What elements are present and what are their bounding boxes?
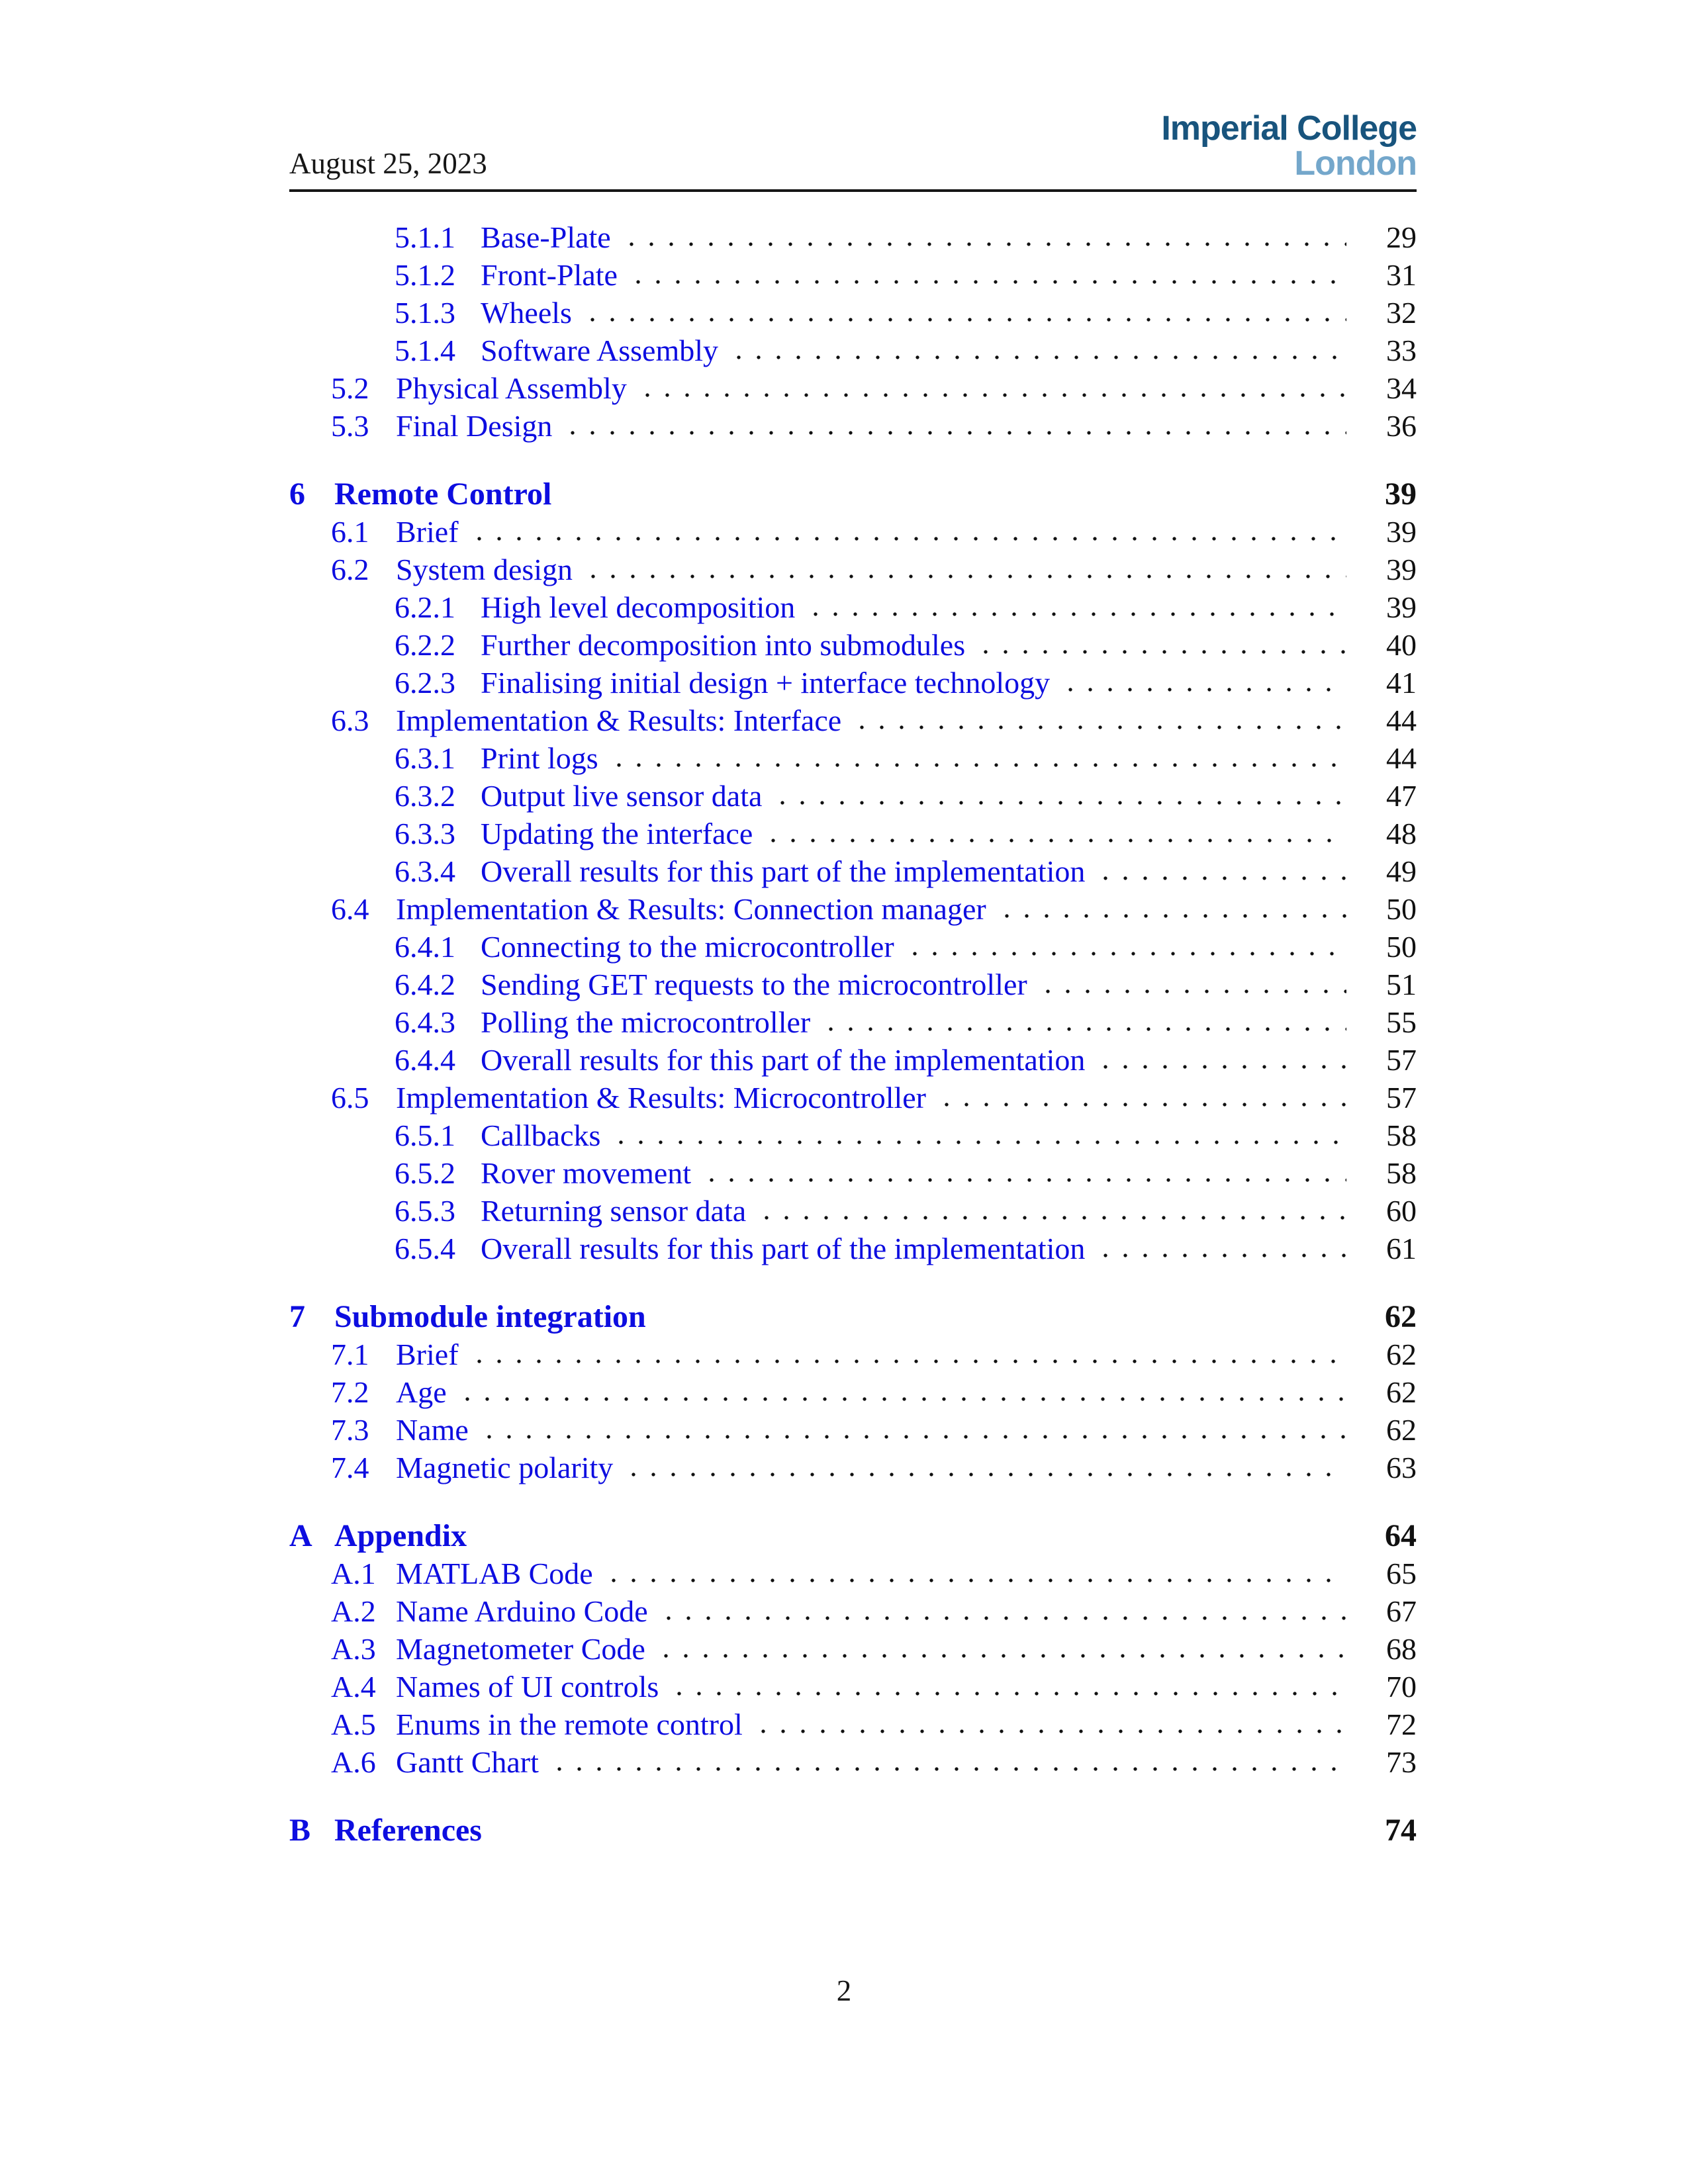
toc-entry-title: Name Arduino Code: [396, 1594, 648, 1628]
toc-entry-page: 47: [1386, 779, 1417, 813]
toc-entry-title: Connecting to the microcontroller: [481, 930, 894, 964]
dot-leader: [618, 218, 1346, 256]
imperial-college-logo: [1161, 111, 1417, 181]
toc-entry-a[interactable]: [289, 1517, 1417, 1555]
toc-entry-number: 6.2: [331, 553, 369, 586]
toc-entry-6-4-1[interactable]: [289, 928, 1417, 966]
toc-entry-title: Physical Assembly: [396, 371, 627, 405]
toc-entry-title: High level decomposition: [481, 590, 796, 624]
toc-entry-title: Magnetic polarity: [396, 1451, 614, 1484]
dot-leader: [579, 294, 1346, 332]
toc-entry-title: Enums in the remote control: [396, 1707, 743, 1741]
toc-entry-number: 5.1.3: [395, 296, 455, 330]
toc-entry-page: 39: [1386, 515, 1417, 549]
toc-entry-a-5[interactable]: [289, 1706, 1417, 1743]
dot-leader: [759, 815, 1346, 852]
toc-entry-page: 49: [1386, 854, 1417, 888]
toc-entry-number: 6.1: [331, 515, 369, 549]
toc-entry-number: A.1: [331, 1557, 376, 1590]
toc-entry-title: Wheels: [481, 296, 572, 330]
toc-entry-number: 6.2.3: [395, 666, 455, 700]
dot-leader: [933, 1079, 1346, 1116]
dot-leader: [972, 626, 1346, 664]
toc-entry-b[interactable]: [289, 1811, 1417, 1849]
toc-entry-page: 70: [1386, 1670, 1417, 1704]
page-content: [289, 111, 1417, 1849]
toc-entry-title: Finalising initial design + interface technology: [481, 666, 1051, 700]
toc-entry-page: 61: [1386, 1232, 1417, 1265]
dot-leader: [802, 588, 1346, 626]
toc-entry-6-4-2[interactable]: [289, 966, 1417, 1003]
toc-entry-number: 6.3.4: [395, 854, 455, 888]
toc-entry-number: A.2: [331, 1594, 376, 1628]
toc-entry-page: 36: [1386, 409, 1417, 443]
toc-entry-title: Final Design: [396, 409, 553, 443]
toc-entry-title: Age: [396, 1375, 447, 1409]
toc-entry-page: 62: [1385, 1299, 1417, 1334]
toc-entry-title: Names of UI controls: [396, 1670, 659, 1704]
dot-leader: [633, 369, 1346, 407]
toc-entry-title: Sending GET requests to the microcontroller: [481, 968, 1027, 1001]
toc-entry-6-5-2[interactable]: [289, 1154, 1417, 1192]
toc-entry-number: 6.5.3: [395, 1194, 455, 1228]
toc-entry-number: 6.5.2: [395, 1156, 455, 1190]
toc-entry-6-4-4[interactable]: [289, 1041, 1417, 1079]
toc-entry-page: 41: [1386, 666, 1417, 700]
dot-leader: [901, 928, 1346, 966]
toc-entry-number: 6.3: [331, 704, 369, 737]
toc-entry-6-5-4[interactable]: [289, 1230, 1417, 1267]
toc-entry-number: 7.4: [331, 1451, 369, 1484]
toc-entry-title: Output live sensor data: [481, 779, 763, 813]
toc-entry-number: 6: [289, 477, 305, 512]
toc-entry-page: 68: [1386, 1632, 1417, 1666]
dot-leader: [769, 777, 1346, 815]
toc-entry-page: 44: [1386, 704, 1417, 737]
toc-entry-6-5-3[interactable]: [289, 1192, 1417, 1230]
toc-entry-a-1[interactable]: [289, 1555, 1417, 1592]
toc-entry-page: 72: [1386, 1707, 1417, 1741]
toc-entry-number: 6.5.4: [395, 1232, 455, 1265]
dot-leader: [655, 1592, 1346, 1630]
dot-leader: [605, 739, 1346, 777]
toc-entry-page: 65: [1386, 1557, 1417, 1590]
toc-entry-title: Implementation & Results: Connection manager: [396, 892, 986, 926]
toc-entry-number: 6.4: [331, 892, 369, 926]
dot-leader: [600, 1555, 1346, 1592]
toc-entry-6-5[interactable]: [289, 1079, 1417, 1116]
toc-entry-title: Polling the microcontroller: [481, 1005, 811, 1039]
toc-entry-title: MATLAB Code: [396, 1557, 593, 1590]
toc-entry-5-1-4[interactable]: [289, 332, 1417, 369]
toc-entry-7-4[interactable]: [289, 1449, 1417, 1486]
dot-leader: [1092, 1041, 1346, 1079]
toc-entry-number: 5.3: [331, 409, 369, 443]
dot-leader: [545, 1743, 1346, 1781]
toc-entry-number: A: [289, 1518, 312, 1553]
dot-leader: [624, 256, 1346, 294]
toc-entry-number: 6.4.2: [395, 968, 455, 1001]
toc-entry-page: 48: [1386, 817, 1417, 850]
toc-entry-page: 29: [1386, 220, 1417, 254]
toc-entry-number: 5.1.4: [395, 334, 455, 367]
toc-entry-6-3-4[interactable]: [289, 852, 1417, 890]
dot-leader: [607, 1116, 1346, 1154]
toc-entry-6[interactable]: [289, 475, 1417, 513]
toc-entry-5-1-3[interactable]: [289, 294, 1417, 332]
toc-entry-page: 34: [1386, 371, 1417, 405]
toc-entry-6-2[interactable]: [289, 551, 1417, 588]
toc-entry-7-3[interactable]: [289, 1411, 1417, 1449]
toc-entry-title: Print logs: [481, 741, 598, 775]
toc-entry-title: Brief: [396, 1338, 459, 1371]
dot-leader: [1056, 664, 1346, 702]
toc-entry-title: Software Assembly: [481, 334, 719, 367]
header-date: August 25, 2023: [289, 147, 487, 180]
toc-entry-title: Brief: [396, 515, 459, 549]
toc-entry-page: 63: [1386, 1451, 1417, 1484]
toc-entry-page: 31: [1386, 258, 1417, 292]
toc-entry-number: 7.1: [331, 1338, 369, 1371]
dot-leader: [559, 407, 1346, 445]
toc-entry-6-5-1[interactable]: [289, 1116, 1417, 1154]
toc-entry-page: 33: [1386, 334, 1417, 367]
toc-entry-6-1[interactable]: [289, 513, 1417, 551]
toc-entry-a-3[interactable]: [289, 1630, 1417, 1668]
toc-entry-title: Implementation & Results: Interface: [396, 704, 842, 737]
toc-entry-5-1-2[interactable]: [289, 256, 1417, 294]
dot-leader: [698, 1154, 1346, 1192]
toc-entry-a-6[interactable]: [289, 1743, 1417, 1781]
toc-entry-number: 6.4.1: [395, 930, 455, 964]
dot-leader: [848, 702, 1346, 739]
toc-entry-title: Gantt Chart: [396, 1745, 539, 1779]
toc-entry-number: 6.2.1: [395, 590, 455, 624]
toc-entry-title: Overall results for this part of the implementation: [481, 1232, 1086, 1265]
toc-entry-page: 50: [1386, 892, 1417, 926]
dot-leader: [652, 1630, 1346, 1668]
dot-leader: [749, 1706, 1346, 1743]
toc-entry-number: 6.5: [331, 1081, 369, 1115]
logo-line-london: London: [1294, 144, 1417, 183]
toc-entry-title: Overall results for this part of the implementation: [481, 854, 1086, 888]
toc-entry-title: Submodule integration: [334, 1299, 646, 1334]
toc-entry-number: 6.4.3: [395, 1005, 455, 1039]
toc-entry-number: A.5: [331, 1707, 376, 1741]
toc-entry-number: 7.3: [331, 1413, 369, 1447]
toc-entry-page: 51: [1386, 968, 1417, 1001]
toc-entry-title: Magnetometer Code: [396, 1632, 645, 1666]
toc-entry-title: Updating the interface: [481, 817, 753, 850]
toc-entry-title: Front-Plate: [481, 258, 618, 292]
toc-entry-page: 62: [1386, 1338, 1417, 1371]
toc-entry-number: 5.2: [331, 371, 369, 405]
toc-entry-number: 6.5.1: [395, 1118, 455, 1152]
dot-leader: [465, 513, 1346, 551]
toc-entry-7-1[interactable]: [289, 1336, 1417, 1373]
toc-entry-number: 6.4.4: [395, 1043, 455, 1077]
toc-entry-a-4[interactable]: [289, 1668, 1417, 1706]
dot-leader: [620, 1449, 1346, 1486]
toc-entry-6-2-2[interactable]: [289, 626, 1417, 664]
toc-entry-number: 6.3.2: [395, 779, 455, 813]
toc-entry-page: 39: [1386, 590, 1417, 624]
toc-entry-page: 39: [1386, 553, 1417, 586]
toc-entry-page: 55: [1386, 1005, 1417, 1039]
toc-entry-6-2-3[interactable]: [289, 664, 1417, 702]
toc-entry-number: B: [289, 1813, 311, 1848]
toc-entry-page: 50: [1386, 930, 1417, 964]
toc-entry-number: 7: [289, 1299, 305, 1334]
dot-leader: [465, 1336, 1346, 1373]
dot-leader: [817, 1003, 1346, 1041]
toc-entry-6-3-1[interactable]: [289, 739, 1417, 777]
dot-leader: [1092, 852, 1346, 890]
toc-entry-page: 32: [1386, 296, 1417, 330]
toc-entry-title: References: [334, 1813, 482, 1848]
toc-entry-page: 62: [1386, 1413, 1417, 1447]
toc-entry-title: Base-Plate: [481, 220, 611, 254]
toc-entry-6-4[interactable]: [289, 890, 1417, 928]
toc-entry-title: Rover movement: [481, 1156, 692, 1190]
toc-entry-5-2[interactable]: [289, 369, 1417, 407]
toc-entry-title: Overall results for this part of the implementation: [481, 1043, 1086, 1077]
toc-entry-page: 62: [1386, 1375, 1417, 1409]
toc-entry-a-2[interactable]: [289, 1592, 1417, 1630]
toc-entry-title: Callbacks: [481, 1118, 601, 1152]
toc-entry-number: 6.3.3: [395, 817, 455, 850]
logo-line-imperial-college: Imperial College: [1161, 109, 1417, 148]
dot-leader: [1034, 966, 1346, 1003]
toc-entry-number: 5.1.1: [395, 220, 455, 254]
toc-entry-title: Remote Control: [334, 477, 552, 512]
toc-entry-6-3[interactable]: [289, 702, 1417, 739]
toc-entry-6-3-3[interactable]: [289, 815, 1417, 852]
toc-entry-6-2-1[interactable]: [289, 588, 1417, 626]
toc-entry-page: 73: [1386, 1745, 1417, 1779]
toc-entry-5-1-1[interactable]: [289, 218, 1417, 256]
page-header: [289, 111, 1417, 192]
toc-entry-page: 60: [1386, 1194, 1417, 1228]
toc-entry-number: 7.2: [331, 1375, 369, 1409]
toc-entry-title: Implementation & Results: Microcontroller: [396, 1081, 927, 1115]
toc-entry-number: 6.3.1: [395, 741, 455, 775]
toc-entry-page: 58: [1386, 1156, 1417, 1190]
toc-entry-title: Further decomposition into submodules: [481, 628, 966, 662]
dot-leader: [453, 1373, 1346, 1411]
toc-entry-7[interactable]: [289, 1298, 1417, 1336]
toc-entry-page: 58: [1386, 1118, 1417, 1152]
toc-entry-page: 64: [1385, 1518, 1417, 1553]
table-of-contents: [289, 218, 1417, 1849]
toc-entry-title: Appendix: [334, 1518, 467, 1553]
toc-entry-number: 6.2.2: [395, 628, 455, 662]
toc-entry-7-2[interactable]: [289, 1373, 1417, 1411]
toc-entry-page: 44: [1386, 741, 1417, 775]
dot-leader: [993, 890, 1346, 928]
toc-entry-page: 39: [1385, 477, 1417, 512]
toc-entry-title: Returning sensor data: [481, 1194, 747, 1228]
toc-entry-page: 67: [1386, 1594, 1417, 1628]
dot-leader: [475, 1411, 1346, 1449]
toc-entry-5-3[interactable]: [289, 407, 1417, 445]
dot-leader: [725, 332, 1346, 369]
dot-leader: [665, 1668, 1346, 1706]
toc-entry-number: A.4: [331, 1670, 376, 1704]
toc-entry-number: 5.1.2: [395, 258, 455, 292]
toc-entry-number: A.6: [331, 1745, 376, 1779]
dot-leader: [753, 1192, 1346, 1230]
page-number-folio: 2: [836, 1974, 852, 2007]
dot-leader: [1092, 1230, 1346, 1267]
toc-entry-title: Name: [396, 1413, 469, 1447]
dot-leader: [579, 551, 1346, 588]
toc-entry-page: 74: [1385, 1813, 1417, 1848]
toc-entry-number: A.3: [331, 1632, 376, 1666]
toc-entry-page: 57: [1386, 1043, 1417, 1077]
toc-entry-6-3-2[interactable]: [289, 777, 1417, 815]
toc-entry-page: 57: [1386, 1081, 1417, 1115]
toc-entry-title: System design: [396, 553, 573, 586]
toc-entry-6-4-3[interactable]: [289, 1003, 1417, 1041]
toc-entry-page: 40: [1386, 628, 1417, 662]
